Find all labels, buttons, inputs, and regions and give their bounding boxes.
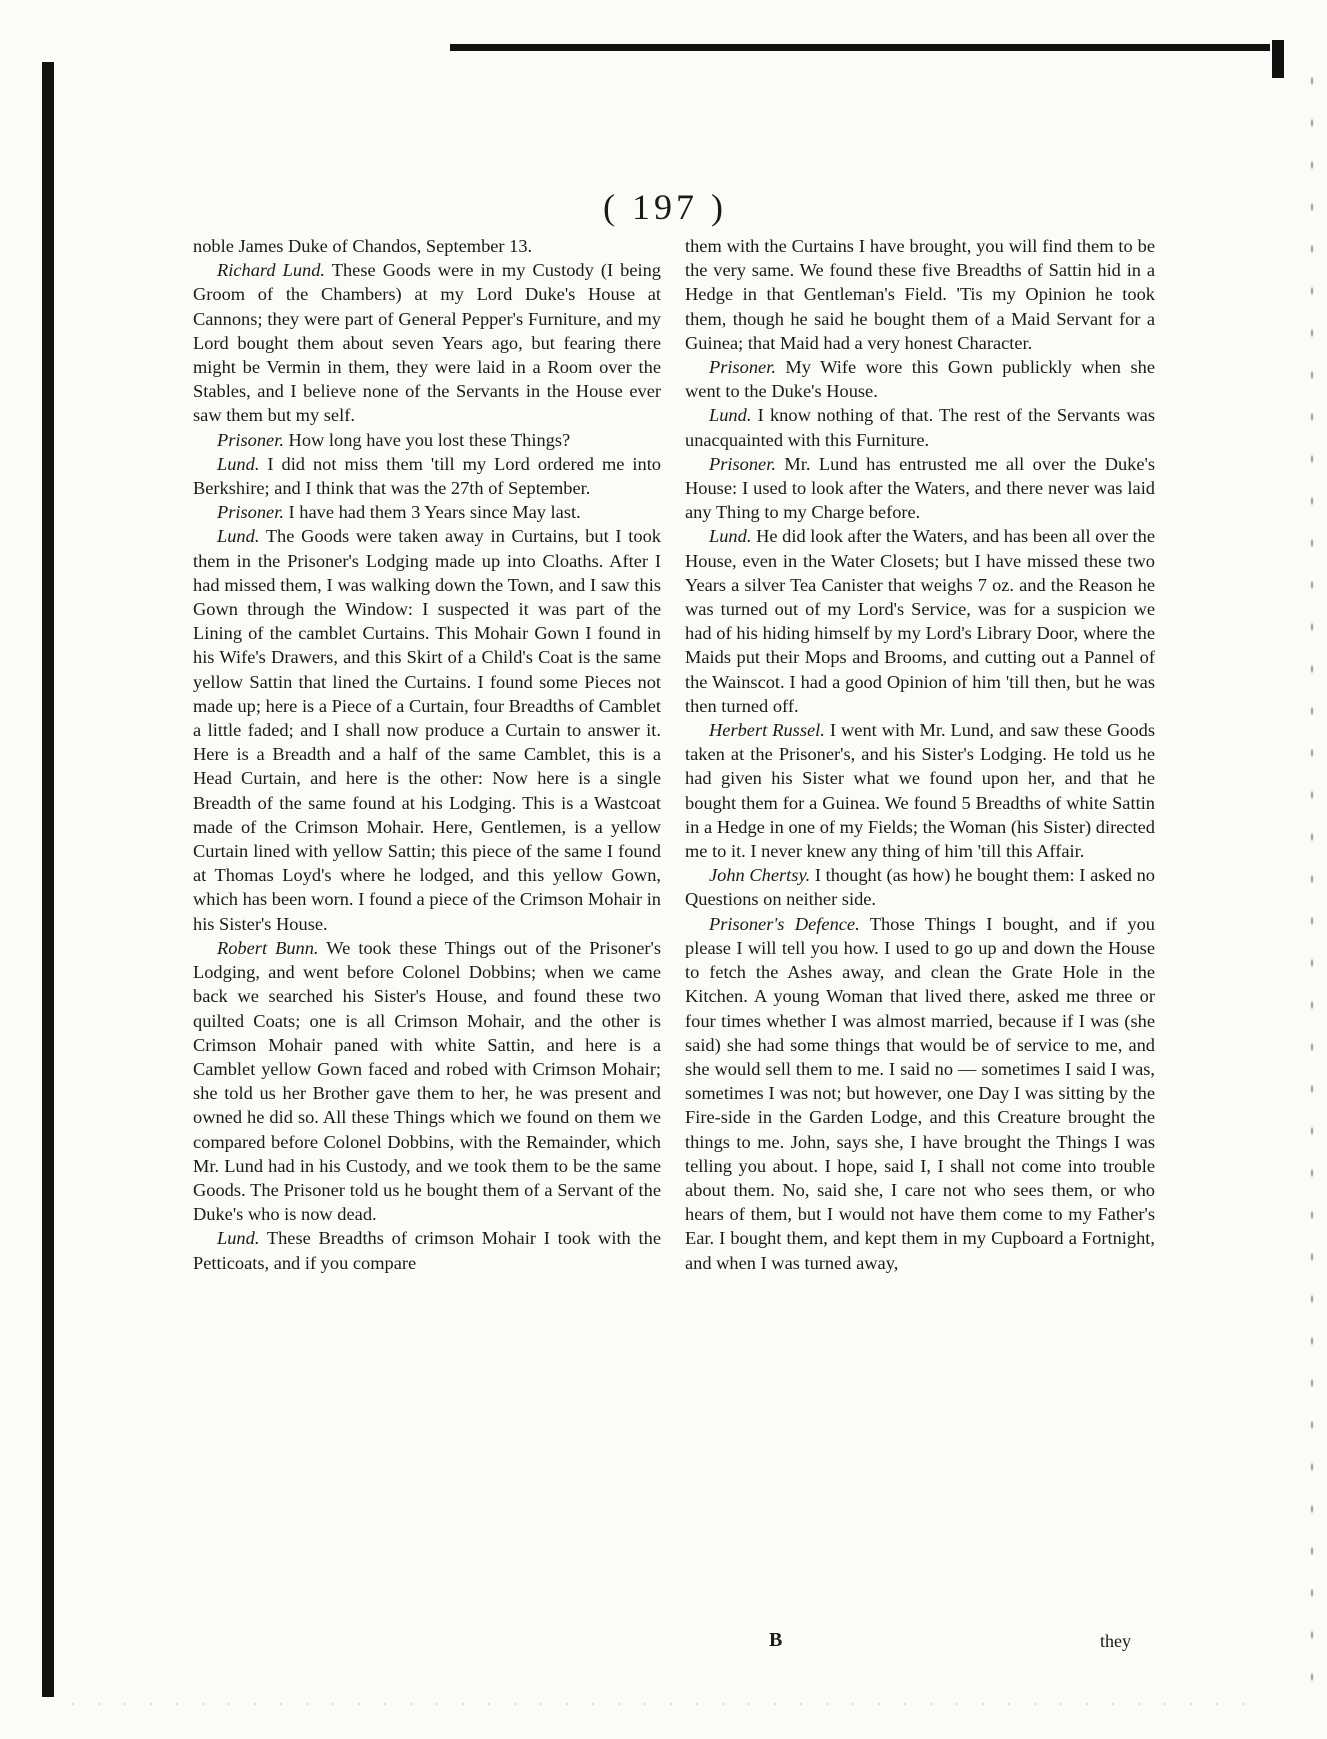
paragraph xyxy=(193,234,661,258)
paragraph-text: These Goods were in my Custody (I being Groom of the Chambers) at my Lord Duke's House at Cannons; they were part of General Pepper's Furniture, and my Lord bought them about seven Years ago, but fearing there might be Vermin in them, they were laid in a Room over the Stables, and I believe none of the Servants in the House ever saw them but my self. xyxy=(193,260,661,426)
paragraph-text: The Goods were taken away in Curtains, but I took them in the Prisoner's Lodging made up into Cloaths. After I had missed them, I was walking down the Town, and I saw this Gown through the Window: I suspected it was part of the Lining of the camblet Curtains. This Mohair Gown I found in his Wife's Drawers, and this Skirt of a Child's Coat is the same yellow Sattin that lined the Curtains. I found some Pieces not made up; here is a Piece of a Curtain, four Breadths of Camblet a little faded; and I shall now produce a Curtain to answer it. Here is a Breadth and a half of the same Camblet, this is a Head Curtain, and here is the other: Now here is a single Breadth of the same found at his Lodging. This is a Wastcoat made of the Crimson Mohair. Here, Gentlemen, is a yellow Curtain lined with yellow Sattin; this piece of the same I found at Thomas Loyd's where he lodged, and this yellow Gown, which has been worn. I found a piece of the Crimson Mohair in his Sister's House. xyxy=(193,526,661,934)
speaker-name: Lund. xyxy=(217,526,260,547)
bottom-edge-specks xyxy=(60,1700,1260,1708)
speaker-name: Prisoner. xyxy=(709,357,776,378)
paragraph-text: We took these Things out of the Prisoner's Lodging, and went before Colonel Dobbins; when we came back we searched his Sister's House, and found these two quilted Coats; one is all Crimson Mohair, and the other is Crimson Mohair paned with white Sattin, and here is a Camblet yellow Gown faced and robed with Crimson Mohair; she told us her Brother gave them to her, he was present and owned he did so. All these Things which we found on them we compared before Colonel Dobbins, with the Remainder, which Mr. Lund had in his Custody, and we took them to be the same Goods. The Prisoner told us he bought them of a Servant of the Duke's who is now dead. xyxy=(193,937,661,1225)
paragraph-text: I thought (as how) he bought them: I asked no Questions on neither side. xyxy=(685,865,1155,910)
paragraph-text: I have had them 3 Years since May last. xyxy=(288,502,581,523)
paragraph xyxy=(193,500,661,524)
paragraph-text: Mr. Lund has entrusted me all over the Duke's House: I used to look after the Waters, and there never was laid any Thing to my Charge before. xyxy=(685,453,1155,523)
speaker-name: Herbert Russel. xyxy=(709,720,825,741)
paragraph-text: How long have you lost these Things? xyxy=(288,429,571,450)
paragraph-text: My Wife wore this Gown publickly when she went to the Duke's House. xyxy=(685,357,1155,402)
paragraph xyxy=(193,936,661,1226)
speaker-name: Prisoner's Defence. xyxy=(709,913,860,934)
paragraph-text: I know nothing of that. The rest of the Servants was unacquainted with this Furniture. xyxy=(685,405,1155,450)
right-column xyxy=(685,234,1155,1275)
speaker-name: John Chertsy. xyxy=(709,865,811,886)
header-rule-end xyxy=(1272,40,1284,78)
paragraph xyxy=(193,428,661,452)
speaker-name: Lund. xyxy=(217,453,260,474)
paragraph xyxy=(685,863,1155,911)
paragraph xyxy=(685,452,1155,525)
paragraph xyxy=(193,1226,661,1274)
paragraph-text: He did look after the Waters, and has been all over the House, even in the Water Closets; but I have missed these two Years a silver Tea Canister that weighs 7 oz. and the Reason he was turned out of my Lord's Service, was for a suspicion we had of his hiding himself by my Lord's Library Door, where the Maids put their Mops and Brooms, and cutting out a Pannel of the Wainscot. I had a good Opinion of him 'till then, but he was then turned off. xyxy=(685,526,1155,716)
paragraph xyxy=(685,355,1155,403)
speaker-name: Richard Lund. xyxy=(217,260,326,281)
paragraph xyxy=(193,524,661,935)
paragraph xyxy=(685,718,1155,863)
paragraph-text: noble James Duke of Chandos, September 13. xyxy=(193,236,533,256)
paragraph xyxy=(685,403,1155,451)
speaker-name: Robert Bunn. xyxy=(217,937,319,958)
speaker-name: Prisoner. xyxy=(709,453,776,474)
page-edge-specks xyxy=(1305,60,1319,1700)
paragraph-text: Those Things I bought, and if you please I will tell you how. I used to go up and down the House to fetch the Ashes away, and clean the Grate Hole in the Kitchen. A young Woman that lived there, asked me three or four times whether I was almost married, because if I was (she said) she had some things that would be of service to me, and she would sell them to me. I said no — sometimes I said I was, sometimes I was not; but however, one Day I was sitting by the Fire-side in the Garden Lodge, and this Creature brought the things to me. John, says she, I have brought the Things I was telling you about. I hope, said I, I shall not come into trouble about them. No, said she, I care not who sees them, or who hears of them, but I would not have them come to my Father's Ear. I bought them, and kept them in my Cupboard a Fortnight, and when I was turned away, xyxy=(685,913,1155,1273)
paragraph-text: I did not miss them 'till my Lord ordered me into Berkshire; and I think that was the 27th of September. xyxy=(193,453,661,499)
page-number: ( 197 ) xyxy=(603,187,727,227)
speaker-name: Prisoner. xyxy=(217,429,284,450)
paragraph xyxy=(193,452,661,500)
paragraph xyxy=(685,912,1155,1275)
speaker-name: Lund. xyxy=(709,526,752,547)
speaker-name: Lund. xyxy=(709,405,752,426)
paragraph xyxy=(685,524,1155,718)
catchword: they xyxy=(1100,1631,1131,1651)
paragraph-text: These Breadths of crimson Mohair I took with the Petticoats, and if you compare xyxy=(193,1228,661,1273)
header-rule xyxy=(450,44,1270,51)
paragraph xyxy=(685,234,1155,355)
speaker-name: Lund. xyxy=(217,1228,260,1249)
left-column xyxy=(193,234,661,1275)
paragraph xyxy=(193,258,661,427)
signature-mark: B xyxy=(769,1629,783,1651)
paragraph-text: I went with Mr. Lund, and saw these Goods taken at the Prisoner's, and his Sister's Lodging. He told us he had given his Sister what we found upon her, and that he bought them for a Guinea. We found 5 Breadths of white Sattin in a Hedge in one of my Fields; the Woman (his Sister) directed me to it. I never knew any thing of him 'till this Affair. xyxy=(685,720,1155,862)
binding-shadow xyxy=(42,62,54,1697)
speaker-name: Prisoner. xyxy=(217,502,284,523)
paragraph-text: them with the Curtains I have brought, you will find them to be the very same. We found these five Breadths of Sattin hid in a Hedge in that Gentleman's Field. 'Tis my Opinion he took them, though he said he bought them of a Maid Servant for a Guinea; that Maid had a very honest Character. xyxy=(685,236,1155,353)
